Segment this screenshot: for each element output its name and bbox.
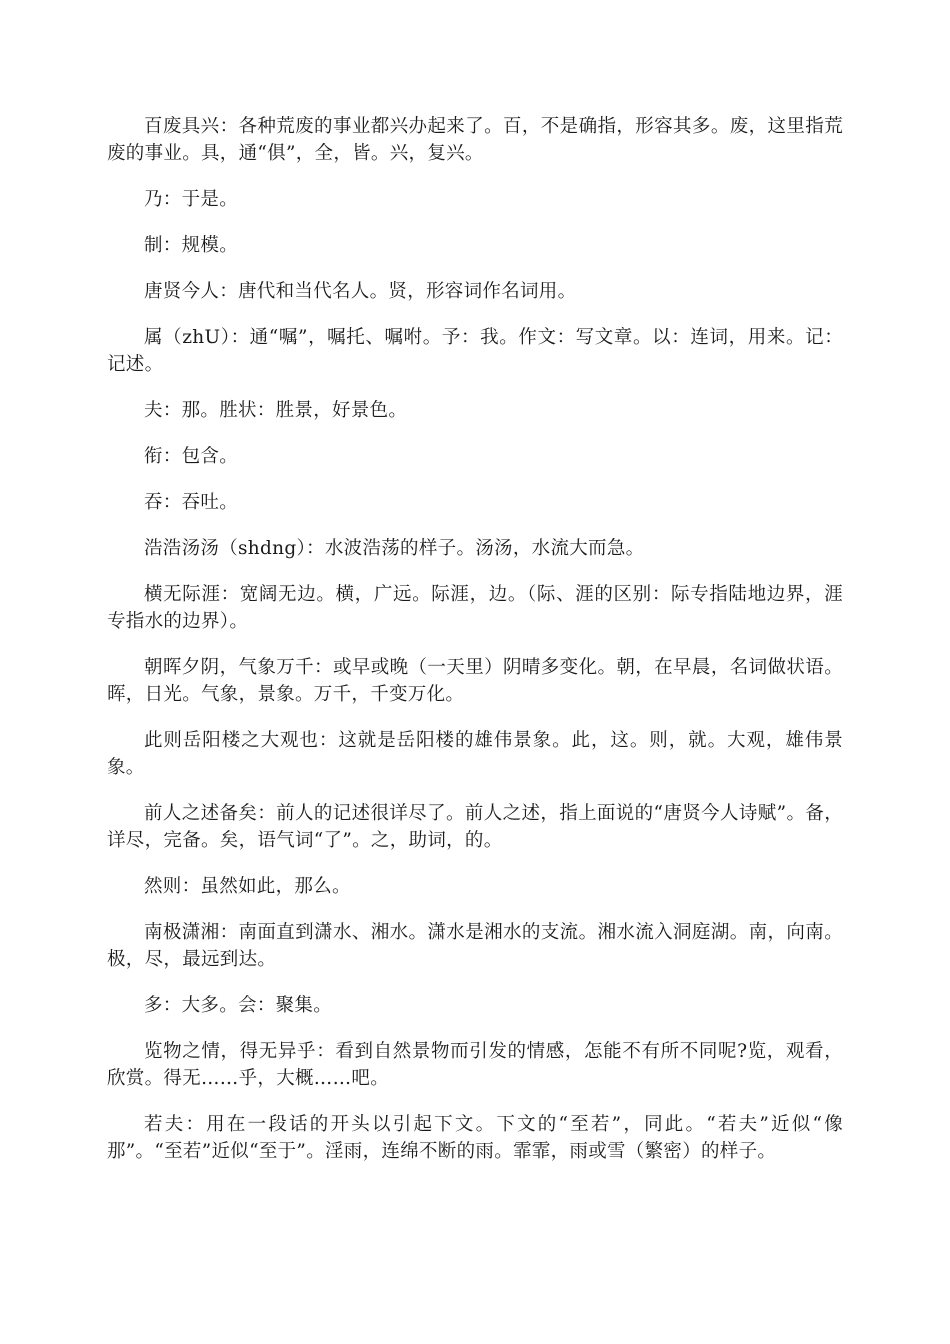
paragraph-ruofu: 若夫：用在一段话的开头以引起下文。下文的“至若”，同此。“若夫”近似“像那”。“至若”近似“至于”。淫雨，连绵不断的雨。霏霏，雨或雪（繁密）的样子。	[107, 1114, 843, 1162]
paragraph-zhi: 制：规模。	[144, 235, 239, 256]
paragraph-zhaohuixiyin: 朝晖夕阴，气象万千：或早或晚（一天里）阴晴多变化。朝，在早晨，名词做状语。晖，日光。气象，景象。万千，千变万化。	[107, 657, 843, 705]
paragraph-cize: 此则岳阳楼之大观也：这就是岳阳楼的雄伟景象。此，这。则，就。大观，雄伟景象。	[107, 730, 843, 778]
paragraph-nanji: 南极潇湘：南面直到潇水、湘水。潇水是湘水的支流。湘水流入洞庭湖。南，向南。极，尽，最远到达。	[107, 922, 843, 970]
paragraph-hengwujiya: 横无际涯：宽阔无边。横，广远。际涯，边。（际、涯的区别：际专指陆地边界，涯专指水的边界）。	[107, 584, 843, 632]
paragraph-qianren: 前人之述备矣：前人的记述很详尽了。前人之述，指上面说的“唐贤今人诗赋”。备，详尽，完备。矣，语气词“了”。之，助词，的。	[107, 803, 843, 851]
paragraph-haohao: 浩浩汤汤（shdng）：水波浩荡的样子。汤汤，水流大而急。	[144, 538, 645, 559]
document-body	[107, 113, 843, 1184]
paragraph-nai: 乃：于是。	[144, 189, 239, 210]
paragraph-fu: 夫：那。胜状：胜景，好景色。	[144, 400, 408, 421]
paragraph-ranze: 然则：虽然如此，那么。	[144, 876, 351, 897]
paragraph-duo: 多：大多。会：聚集。	[144, 995, 333, 1016]
paragraph-lanwu: 览物之情，得无异乎：看到自然景物而引发的情感，怎能不有所不同呢?览，观看，欣赏。得无……乎，大概……吧。	[107, 1041, 843, 1089]
paragraph-tangxian: 唐贤今人：唐代和当代名人。贤，形容词作名词用。	[144, 281, 577, 302]
paragraph-zhu: 属（zhU）：通“嘱”，嘱托、嘱咐。予：我。作文：写文章。以：连词，用来。记：记述。	[107, 327, 843, 375]
paragraph-tun: 吞：吞吐。	[144, 492, 239, 513]
paragraph-baifeijuxing: 百废具兴：各种荒废的事业都兴办起来了。百，不是确指，形容其多。废，这里指荒废的事业。具，通“俱”，全，皆。兴，复兴。	[107, 116, 843, 164]
paragraph-xian: 衔：包含。	[144, 446, 239, 467]
